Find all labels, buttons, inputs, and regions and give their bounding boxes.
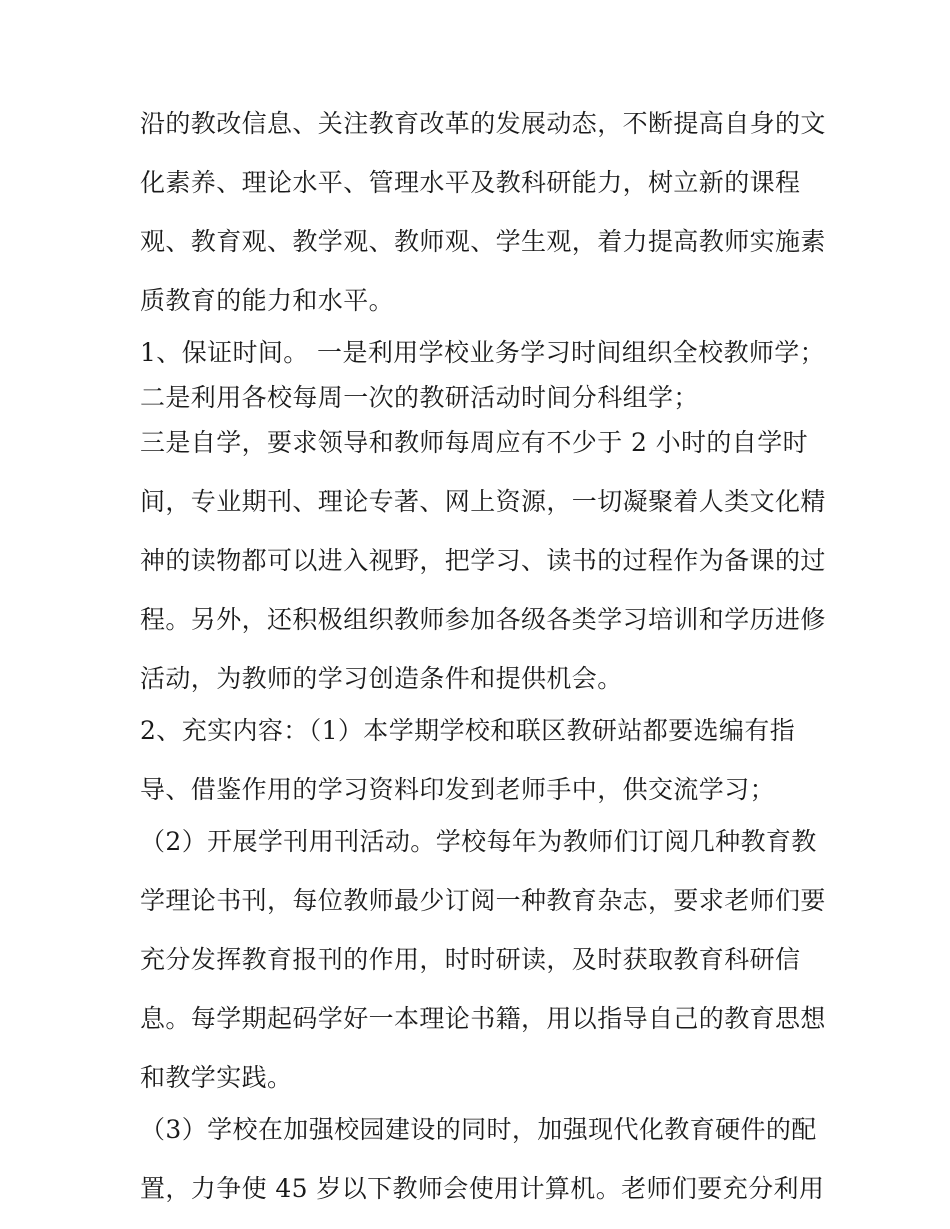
text-line: 学理论书刊，每位教师最少订阅一种教育杂志，要求老师们要 [140,886,826,915]
text-line: 1、保证时间。 一是利用学校业务学习时间组织全校教师学； [140,338,826,367]
text-line: 三是自学，要求领导和教师每周应有不少于 2 小时的自学时 [140,428,809,457]
text-line: 息。每学期起码学好一本理论书籍，用以指导自己的教育思想 [140,1004,826,1033]
text-line: 神的读物都可以进入视野，把学习、读书的过程作为备课的过 [140,546,826,575]
text-line: 活动，为教师的学习创造条件和提供机会。 [140,664,623,693]
text-line: 二是利用各校每周一次的教研活动时间分科组学； [140,383,699,412]
text-line: （2）开展学刊用刊活动。学校每年为教师们订阅几种教育教 [140,827,817,856]
text-line: 2、充实内容：（1）本学期学校和联区教研站都要选编有指 [140,716,796,745]
text-line: 置，力争使 45 岁以下教师会使用计算机。老师们要充分利用 [140,1174,825,1203]
document-body [140,108,826,1205]
text-line: 观、教育观、教学观、教师观、学生观，着力提高教师实施素 [140,227,826,256]
text-line: 程。另外，还积极组织教师参加各级各类学习培训和学历进修 [140,605,826,634]
text-line: 导、借鉴作用的学习资料印发到老师手中，供交流学习； [140,775,776,804]
text-line: 质教育的能力和水平。 [140,286,395,315]
text-line: 和教学实践。 [140,1063,293,1092]
text-line: 沿的教改信息、关注教育改革的发展动态，不断提高自身的文 [140,109,826,138]
text-line: （3）学校在加强校园建设的同时，加强现代化教育硬件的配 [140,1115,817,1144]
text-line: 化素养、理论水平、管理水平及教科研能力，树立新的课程 [140,168,801,197]
text-line: 间，专业期刊、理论专著、网上资源，一切凝聚着人类文化精 [140,487,826,516]
text-line: 充分发挥教育报刊的作用，时时研读，及时获取教育科研信 [140,945,801,974]
